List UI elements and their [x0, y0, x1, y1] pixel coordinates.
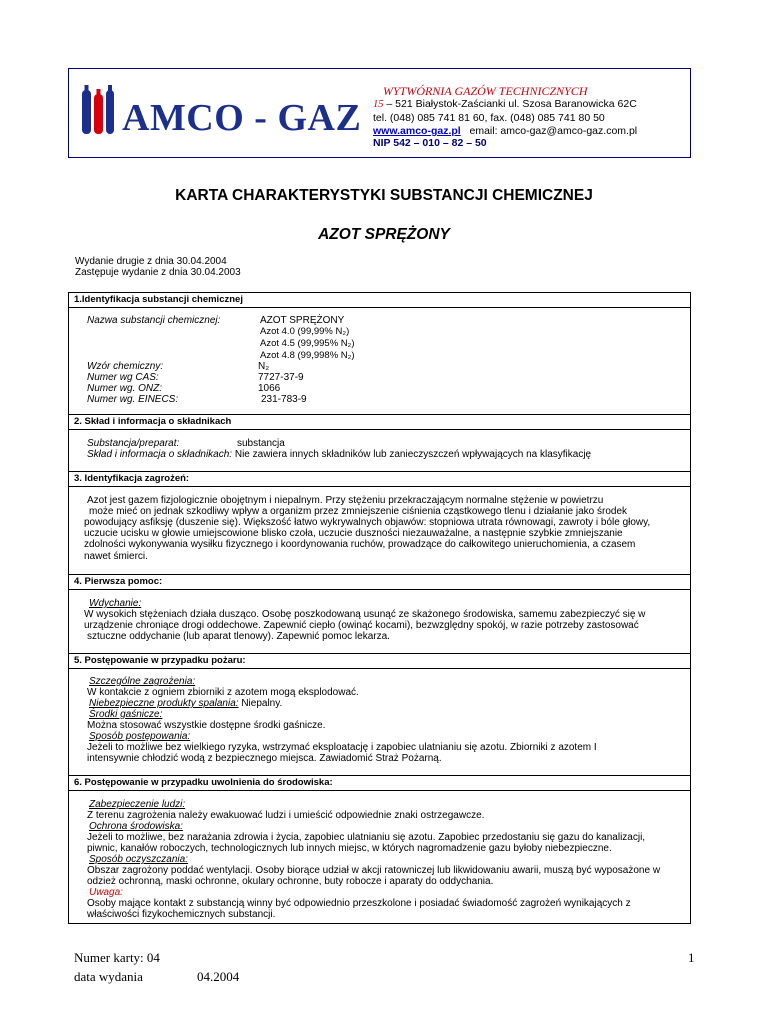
gas-cylinders-logo-icon	[80, 84, 116, 136]
environment-protection-label: Ochrona środowiska:	[89, 821, 183, 832]
substance-name-value: AZOT SPRĘŻONY	[260, 315, 345, 326]
address-prefix: 15	[373, 99, 384, 110]
components-label: Skład i informacja o składnikach:	[87, 449, 233, 460]
combustion-products-label: Niebezpieczne produkty spalania:	[89, 698, 239, 709]
company-address	[373, 98, 637, 110]
hazard-text-line: może mieć on jednak szkodliwy wpływ a organizm przez zmniejszenie ciśnienia cząstkowego tlenu i działanie jako środek	[89, 506, 628, 517]
section-3-title: 3. Identyfikacja zagrożeń:	[74, 473, 190, 484]
cleanup-method-text-line: Obszar zagrożony poddać wentylacji. Osoby biorące udział w akcji ratowniczej lub likwidowaniu awarii, muszą być wyposażone w	[87, 865, 661, 876]
extinguishing-media-label: Środki gaśnicze:	[89, 709, 163, 720]
first-aid-text-line: W wysokich stężeniach działa dusząco. Osobę poszkodowaną usunąć ze skażonego środowiska, samemu zabezpieczyć się w	[84, 609, 646, 620]
safety-data-sections	[68, 292, 691, 924]
company-nip: NIP 542 – 010 – 82 – 50	[373, 137, 487, 149]
website-link[interactable]: www.amco-gaz.pl	[373, 125, 461, 137]
first-aid-text-line: sztuczne oddychanie (lub aparat tlenowy). Zapewnić pomoc lekarza.	[87, 631, 390, 642]
card-number: Numer karty: 04	[74, 950, 160, 965]
section-2-title: 2. Skład i informacja o składnikach	[74, 416, 232, 427]
extinguishing-media-text: Można stosować wszystkie dostępne środki gaśnicze.	[87, 720, 326, 731]
section-4-title: 4. Pierwsza pomoc:	[74, 576, 163, 587]
formula-value: N₂	[258, 361, 270, 372]
hazard-text-line: zdolności wykonywania wysiłku fizycznego i koordynowania ruchów, prowadzące do całkowitego unieruchomienia, a czasem	[84, 539, 636, 550]
fire-procedure-text-line: Jeżeli to możliwe bez wielkiego ryzyka, wstrzymać eksploatację i zapobiec ulatnianiu się azotu. Zbiorniki z azotem I	[87, 742, 597, 753]
first-aid-inhalation-label: Wdychanie:	[89, 598, 142, 609]
section-6-title: 6. Postępowanie w przypadku uwolnienia do środowiska:	[74, 777, 333, 788]
section-6-header	[69, 776, 690, 791]
hazard-text-line: Azot jest gazem fizjologicznie obojętnym i niepalnym. Przy stężeniu przekraczającym normalne stężenie w powietrzu	[87, 495, 604, 506]
grade-azot-40: Azot 4.0 (99,99% N₂)	[260, 326, 350, 337]
company-name: WYTWÓRNIA GAZÓW TECHNICZNYCH	[383, 84, 588, 98]
warning-text-line: właściwości fizykochemicznych substancji.	[87, 909, 276, 920]
combustion-products-value: Niepalny.	[238, 698, 283, 709]
section-5-header	[69, 654, 690, 669]
address-text: – 521 Białystok-Zaścianki ul. Szosa Baranowicka 62C	[383, 98, 637, 110]
onz-value: 1066	[258, 383, 281, 394]
formula-label: Wzór chemiczny:	[87, 361, 164, 372]
section-2-header	[69, 415, 690, 430]
document-title: KARTA CHARAKTERYSTYKI SUBSTANCJI CHEMICZNEJ	[175, 187, 593, 204]
edition-current: Wydanie drugie z dnia 30.04.2004	[75, 256, 227, 267]
hazard-text-line: nawet śmierci.	[84, 551, 148, 562]
components-line	[87, 449, 591, 461]
section-4-header	[69, 575, 690, 590]
warning-label: Uwaga:	[89, 887, 123, 898]
company-logo-text: AMCO - GAZ	[122, 97, 362, 139]
section-1-header	[69, 293, 690, 308]
einecs-value: 231-783-9	[261, 394, 307, 405]
substance-type-label: Substancja/preparat:	[87, 438, 180, 449]
special-hazards-label: Szczególne zagrożenia:	[89, 676, 196, 687]
section-5-title: 5. Postępowanie w przypadku pożaru:	[74, 655, 246, 666]
company-phone: tel. (048) 085 741 81 60, fax. (048) 085 741 80 50	[373, 112, 605, 124]
warning-text-line: Osoby mające kontakt z substancją winny być odpowiednio przeszkolone i posiadać świadomość zagrożeń wynikających z	[87, 898, 631, 909]
fire-procedure-text-line: intensywnie chłodzić wodą z bezpiecznego miejsca. Zawiadomić Straż Pożarną.	[87, 753, 442, 764]
page-number: 1	[688, 950, 695, 965]
grade-azot-48: Azot 4.8 (99,998% N₂)	[260, 350, 355, 361]
cas-value: 7727-37-9	[258, 372, 304, 383]
cleanup-method-text-line: odzież ochronną, maski ochronne, okulary ochronne, buty robocze i aparaty do oddychania.	[87, 876, 494, 887]
einecs-label: Numer wg. EINECS:	[87, 394, 179, 405]
section-1-title: 1.Identyfikacja substancji chemicznej	[74, 294, 243, 305]
cleanup-method-label: Sposób oczyszczania:	[89, 854, 188, 865]
hazard-text-line: uczucie ucisku w głowie umiejscowione blisko czoła, uczucie duszności niezauważalne, a następnie szybkie zmniejszanie	[84, 528, 623, 539]
first-aid-text-line: urządzenie chroniące drogi oddechowe. Zapewnić ciepło (owinąć kocami), bezwzględny spokój, w razie potrzeby zastosować	[84, 620, 639, 631]
hazard-text-line: powodujący asfiksję (duszenie się). Większość łatwo wykrywalnych objawów: stopniowa utrata równowagi, zawroty i bóle głowy,	[84, 517, 651, 528]
edition-replaced: Zastępuje wydanie z dnia 30.04.2003	[75, 267, 241, 278]
substance-type-value: substancja	[237, 438, 285, 449]
special-hazards-text: W kontakcie z ogniem zbiorniki z azotem mogą eksplodować.	[87, 687, 359, 698]
substance-title: AZOT SPRĘŻONY	[318, 226, 450, 243]
company-contact	[373, 125, 637, 137]
issue-date-label: data wydania	[74, 969, 143, 984]
cas-label: Numer wg CAS:	[87, 372, 159, 383]
fire-procedure-label: Sposób postępowania:	[89, 731, 191, 742]
issue-date-value: 04.2004	[197, 969, 240, 984]
onz-label: Numer wg. ONZ:	[87, 383, 163, 394]
substance-name-label: Nazwa substancji chemicznej:	[87, 315, 221, 326]
people-protection-label: Zabezpieczenie ludzi:	[89, 799, 186, 810]
environment-protection-text-line: piwnic, kanałów roboczych, technologicznych lub innych miejsc, w których nagromadzenie gazu byłoby niebezpieczne.	[87, 843, 612, 854]
section-3-header	[69, 472, 690, 487]
grade-azot-45: Azot 4.5 (99,995% N₂)	[260, 338, 355, 349]
components-value: Nie zawiera innych składników lub zanieczyszczeń wpływających na klasyfikację	[232, 449, 592, 460]
people-protection-text: Z terenu zagrożenia należy ewakuować ludzi i umieścić odpowiednie znaki ostrzegawcze.	[87, 810, 485, 821]
environment-protection-text-line: Jeżeli to możliwe, bez narażania zdrowia i życia, zapobiec ulatnianiu się azotu. Zapobiec przedostaniu się gazu do kanalizacji,	[87, 832, 646, 843]
company-email: email: amco-gaz@amco-gaz.com.pl	[469, 125, 638, 137]
